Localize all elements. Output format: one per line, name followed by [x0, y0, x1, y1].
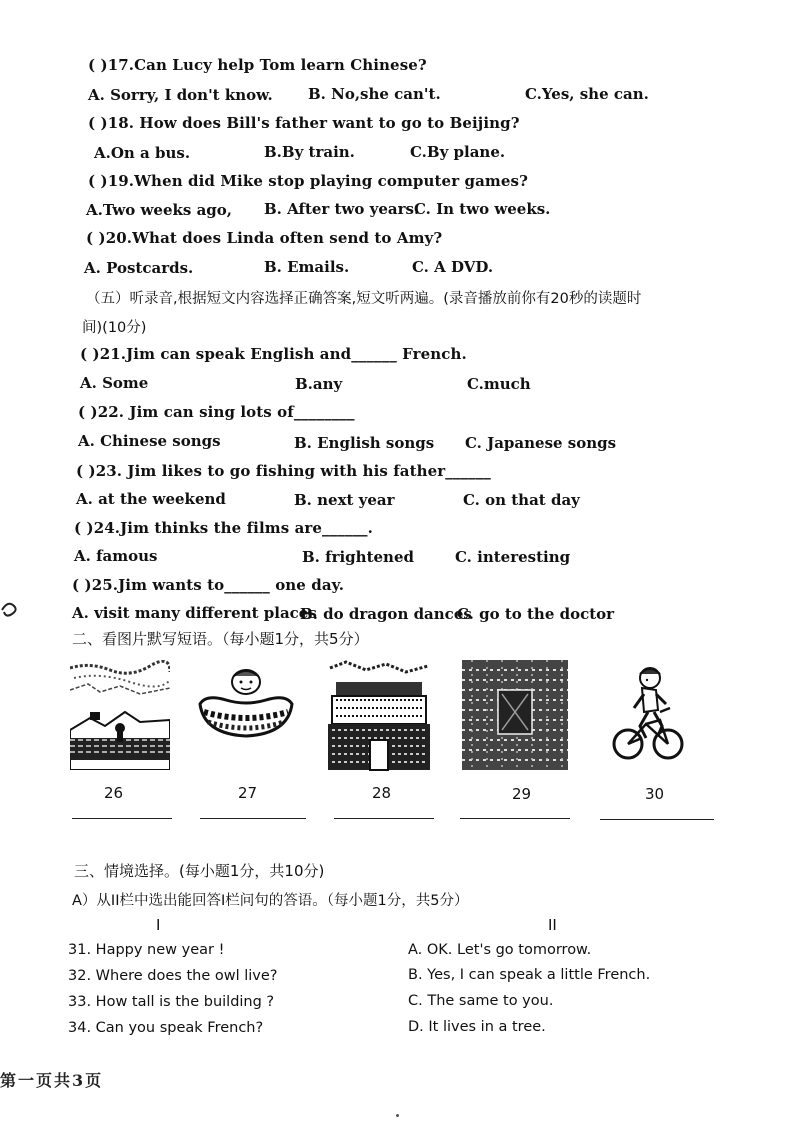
answer-blank-26 — [72, 818, 172, 819]
q18-option-a: A.On a bus. — [94, 144, 191, 162]
q23-option-b: B. next year — [294, 491, 395, 509]
q24-option-c: C. interesting — [455, 548, 571, 566]
question-18: ( )18. How does Bill's father want to go to Beijing? — [88, 114, 520, 132]
question-22: ( )22. Jim can sing lots of________ — [78, 403, 355, 421]
column-ii-header: II — [548, 916, 557, 934]
question-17: ( )17.Can Lucy help Tom learn Chinese? — [88, 56, 427, 74]
q22-option-b: B. English songs — [294, 434, 435, 452]
question-31: 31. Happy new year ! — [68, 942, 225, 958]
q24-option-b: B. frightened — [302, 548, 414, 566]
picture-number-30: 30 — [645, 785, 665, 803]
column-i-header: I — [156, 916, 161, 934]
answer-blank-28 — [334, 818, 434, 819]
answer-blank-30 — [600, 819, 714, 820]
question-23: ( )23. Jim likes to go fishing with his father______ — [76, 462, 491, 480]
picture-number-26: 26 — [104, 784, 124, 802]
q20-option-a: A. Postcards. — [84, 259, 194, 277]
picture-27-boat — [196, 664, 296, 754]
answer-blank-27 — [200, 818, 306, 819]
q25-option-a: A. visit many different places — [72, 604, 317, 622]
section-5-instructions-cont: 间)(10分) — [82, 320, 147, 336]
answer-d: D. It lives in a tree. — [408, 1019, 546, 1035]
q23-option-c: C. on that day — [463, 491, 580, 509]
question-20: ( )20.What does Linda often send to Amy? — [86, 229, 443, 247]
picture-number-28: 28 — [372, 784, 392, 802]
picture-number-27: 27 — [238, 784, 258, 802]
part-2-title: 二、看图片默写短语。（每小题1分，共5分） — [72, 630, 369, 648]
q22-option-a: A. Chinese songs — [78, 432, 221, 450]
question-21: ( )21.Jim can speak English and______ French. — [80, 345, 467, 363]
q24-option-a: A. famous — [74, 547, 158, 565]
q17-option-a: A. Sorry, I don't know. — [88, 86, 273, 104]
part-3-title: 三、情境选择。(每小题1分，共10分) — [74, 862, 325, 880]
question-24: ( )24.Jim thinks the films are______. — [74, 519, 373, 537]
question-25: ( )25.Jim wants to______ one day. — [72, 576, 345, 594]
q17-option-c: C.Yes, she can. — [525, 85, 649, 103]
q20-option-c: C. A DVD. — [412, 258, 494, 276]
question-32: 32. Where does the owl live? — [68, 968, 278, 984]
q19-option-a: A.Two weeks ago, — [86, 201, 233, 219]
picture-30-cyclist — [612, 664, 684, 764]
q18-option-c: C.By plane. — [410, 143, 506, 161]
q21-option-a: A. Some — [80, 374, 149, 392]
q22-option-c: C. Japanese songs — [465, 434, 617, 452]
q23-option-a: A. at the weekend — [76, 490, 226, 508]
q19-option-c: C. In two weeks. — [414, 200, 551, 218]
q21-option-c: C.much — [467, 375, 531, 393]
picture-26-snow-scene — [70, 660, 170, 770]
q18-option-b: B.By train. — [264, 143, 355, 161]
question-19: ( )19.When did Mike stop playing computer games? — [88, 172, 528, 190]
answer-c: C. The same to you. — [408, 993, 554, 1009]
picture-number-29: 29 — [512, 785, 532, 803]
question-34: 34. Can you speak French? — [68, 1020, 264, 1036]
q21-option-b: B.any — [295, 375, 343, 393]
answer-b: B. Yes, I can speak a little French. — [408, 967, 651, 983]
margin-mark-icon — [0, 596, 22, 622]
q17-option-b: B. No,she can't. — [308, 85, 441, 103]
section-5-instructions: （五）听录音,根据短文内容选择正确答案,短文听两遍。(录音播放前你有20秒的读题时 — [86, 291, 642, 307]
q19-option-b: B. After two years. — [264, 200, 420, 218]
answer-blank-29 — [460, 818, 570, 819]
answer-a: A. OK. Let's go tomorrow. — [408, 942, 592, 958]
page-footer: 第一页共3页 — [0, 1071, 104, 1090]
picture-29-scene — [462, 660, 568, 770]
question-33: 33. How tall is the building ? — [68, 994, 275, 1010]
q25-option-b: B. do dragon dances — [300, 605, 472, 623]
page-dot — [396, 1114, 399, 1117]
q20-option-b: B. Emails. — [264, 258, 350, 276]
picture-28-temple — [326, 660, 432, 772]
part-3-sub-a: A）从II栏中选出能回答I栏问句的答语。（每小题1分，共5分） — [72, 893, 469, 909]
q25-option-c: C. go to the doctor — [457, 605, 615, 623]
